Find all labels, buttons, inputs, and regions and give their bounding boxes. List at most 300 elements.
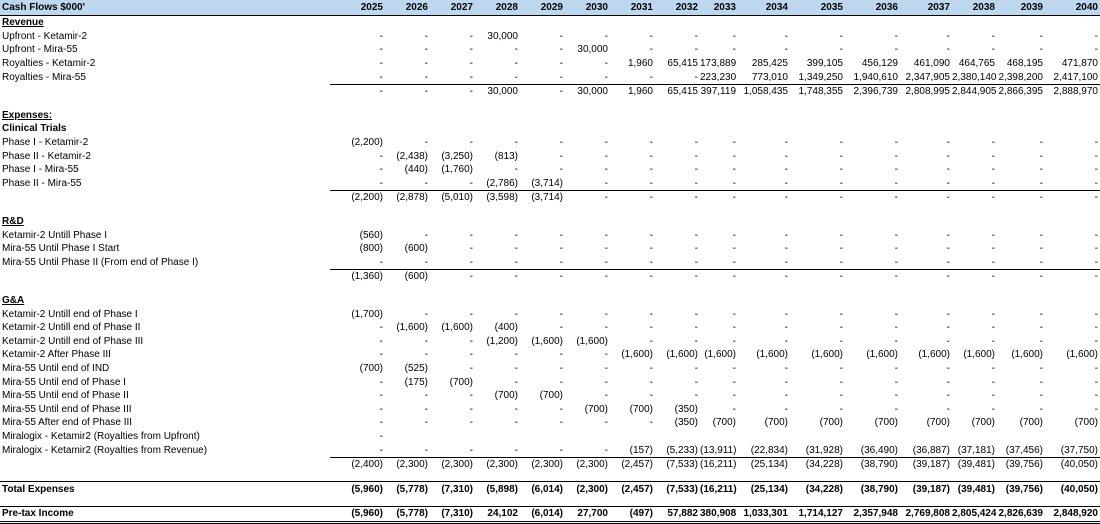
cell-value: 2,808,995 (900, 84, 952, 98)
cell-value: 1,960 (610, 84, 655, 98)
row-label: Mira-55 Until end of IND (2, 362, 110, 374)
cell-value (900, 122, 952, 136)
cell-value: - (559, 137, 563, 149)
cell-value (655, 16, 700, 30)
cell-value: - (997, 270, 1045, 284)
cell-value: (400) (494, 322, 518, 334)
cell-value: (37,456) (1005, 444, 1043, 456)
cell-value: - (784, 229, 788, 241)
cell-value: - (559, 164, 563, 176)
cell-value: 2,848,920 (1045, 507, 1100, 523)
row-label: Ketamir-2 Untill end of Phase II (2, 322, 141, 334)
cell-value (738, 109, 790, 123)
cell-value: - (839, 243, 843, 255)
cell-value: - (894, 322, 898, 334)
cell-value: (700) (926, 417, 950, 429)
cell-value: (2,200) (330, 191, 385, 205)
cell-value (430, 284, 475, 294)
cell-value (520, 16, 565, 30)
cell-value: (700) (971, 417, 995, 429)
cell-value: - (991, 308, 995, 320)
cell-value (430, 99, 475, 109)
cell-value: - (1094, 403, 1098, 415)
cell-value (330, 215, 385, 229)
cell-value: - (839, 177, 843, 189)
cell-value: - (894, 403, 898, 415)
cell-value: - (649, 164, 653, 176)
cell-value (1045, 215, 1100, 229)
cell-value: 471,870 (1061, 58, 1098, 70)
cell-value (700, 99, 738, 109)
cell-value (845, 122, 900, 136)
cell-value: (39,756) (997, 457, 1045, 471)
cell-value (900, 284, 952, 294)
cell-value: (5,960) (330, 482, 385, 496)
row-label (0, 471, 330, 482)
cell-value (900, 430, 952, 444)
cell-value: (39,756) (997, 482, 1045, 496)
cell-value: - (559, 362, 563, 374)
row-label: Phase II - Ketamir-2 (2, 150, 91, 162)
cell-value (790, 122, 845, 136)
cell-value (790, 205, 845, 215)
cell-value (790, 109, 845, 123)
cell-value: - (784, 390, 788, 402)
cell-value: - (732, 376, 736, 388)
cell-value: (40,050) (1045, 482, 1100, 496)
cell-value: - (732, 243, 736, 255)
cell-value: - (732, 335, 736, 347)
cell-value: - (469, 137, 473, 149)
cell-value (900, 294, 952, 308)
cell-value (520, 122, 565, 136)
cell-value: 27,700 (565, 507, 610, 523)
cell-value: - (784, 362, 788, 374)
cell-value: - (784, 177, 788, 189)
cell-value: - (469, 390, 473, 402)
cell-value (900, 109, 952, 123)
cell-value: (6,014) (520, 482, 565, 496)
cell-value: - (424, 390, 428, 402)
cell-value (952, 99, 997, 109)
cell-value: (7,310) (430, 507, 475, 523)
cell-value: - (379, 349, 383, 361)
cell-value: - (946, 137, 950, 149)
cell-value: - (784, 137, 788, 149)
row-label (0, 457, 330, 471)
cell-value: - (694, 390, 698, 402)
cell-value: - (1039, 403, 1043, 415)
cell-value (700, 122, 738, 136)
cell-value (520, 215, 565, 229)
cell-value: (7,533) (655, 482, 700, 496)
cell-value (997, 471, 1045, 482)
cell-value: - (604, 308, 608, 320)
cell-value: - (694, 376, 698, 388)
cell-value: (2,300) (385, 457, 430, 471)
row-label (0, 205, 330, 215)
cell-value: 1,960 (627, 58, 653, 70)
cell-value: 2,888,970 (1045, 84, 1100, 98)
cell-value (655, 284, 700, 294)
row-label: Miralogix - Ketamir2 (Royalties from Revenue) (2, 444, 208, 456)
cell-value (790, 471, 845, 482)
cell-value: - (991, 177, 995, 189)
cell-value (385, 16, 430, 30)
cell-value: - (424, 403, 428, 415)
cell-value: - (1094, 322, 1098, 334)
cell-value: - (694, 177, 698, 189)
cell-value (790, 215, 845, 229)
cell-value (1045, 294, 1100, 308)
cell-value: (350) (674, 403, 698, 415)
cell-value: (2,400) (330, 457, 385, 471)
table-row (0, 43, 1100, 57)
cell-value (475, 496, 520, 507)
cell-value: - (469, 177, 473, 189)
cell-value: - (430, 270, 475, 284)
cell-value (565, 496, 610, 507)
cell-value: - (1094, 44, 1098, 56)
cell-value: (2,878) (385, 191, 430, 205)
cell-value: (1,760) (441, 164, 473, 176)
cell-value: - (649, 71, 653, 83)
cell-value: (700) (629, 403, 653, 415)
cell-value: - (839, 376, 843, 388)
cell-value: - (469, 256, 473, 268)
cell-value: - (839, 229, 843, 241)
cell-value (610, 99, 655, 109)
cell-value: 2,347,905 (905, 71, 950, 83)
cell-value: (39,481) (952, 482, 997, 496)
cell-value: - (604, 362, 608, 374)
cell-value (330, 284, 385, 294)
cell-value (952, 471, 997, 482)
cell-value: (6,014) (520, 507, 565, 523)
cell-value: (700) (584, 403, 608, 415)
cell-value: - (514, 403, 518, 415)
cell-value (475, 99, 520, 109)
cell-value: - (655, 270, 700, 284)
cell-value: - (469, 58, 473, 70)
cell-value: - (559, 403, 563, 415)
cell-value (565, 205, 610, 215)
cell-value (655, 496, 700, 507)
cell-value: - (379, 417, 383, 429)
cell-value: (497) (610, 507, 655, 523)
table-row (0, 228, 1100, 242)
cell-value: - (1039, 335, 1043, 347)
cell-value (790, 496, 845, 507)
spacer-row (0, 99, 1100, 109)
cell-value (997, 109, 1045, 123)
cell-value (565, 122, 610, 136)
cell-value: - (604, 417, 608, 429)
cell-value: 57,882 (655, 507, 700, 523)
cell-value: 2,866,395 (998, 86, 1043, 98)
section-heading-row (0, 16, 1100, 30)
cell-value (520, 205, 565, 215)
cell-value: (2,457) (610, 457, 655, 471)
cell-value: - (694, 44, 698, 56)
cell-value: - (839, 322, 843, 334)
cell-value (475, 471, 520, 482)
cell-value: - (700, 270, 738, 284)
cell-value: - (1094, 30, 1098, 42)
cell-value (700, 496, 738, 507)
row-label: Phase I - Ketamir-2 (2, 137, 89, 149)
cell-value: - (649, 137, 653, 149)
cell-value: - (649, 322, 653, 334)
cell-value (738, 284, 790, 294)
cell-value: - (894, 164, 898, 176)
cell-value (1045, 205, 1100, 215)
cell-value (700, 16, 738, 30)
cell-value: - (330, 84, 385, 98)
cell-value: - (991, 164, 995, 176)
cell-value: - (991, 403, 995, 415)
cell-value: - (559, 229, 563, 241)
year-header: 2027 (430, 0, 475, 16)
cell-value: - (790, 191, 845, 205)
cell-value: (1,600) (704, 349, 736, 361)
cell-value: - (946, 403, 950, 415)
cell-value (700, 430, 738, 444)
row-label: Mira-55 Until end of Phase I (2, 376, 126, 388)
cell-value: - (604, 256, 608, 268)
cell-value: (39,481) (952, 457, 997, 471)
cell-value: - (1094, 390, 1098, 402)
cell-value: (700) (712, 417, 736, 429)
cell-value: - (946, 362, 950, 374)
cell-value: - (514, 229, 518, 241)
cell-value: - (610, 191, 655, 205)
cell-value: - (894, 30, 898, 42)
cell-value: (700) (539, 390, 563, 402)
cell-value: (600) (385, 270, 430, 284)
cell-value: - (694, 362, 698, 374)
cell-value: (1,600) (621, 349, 653, 361)
cell-value: - (784, 243, 788, 255)
row-label (0, 84, 330, 98)
table-row (0, 307, 1100, 321)
cell-value: - (784, 403, 788, 415)
cell-value: (2,457) (610, 482, 655, 496)
pretax-income-row (0, 507, 1100, 523)
cell-value (845, 99, 900, 109)
spacer-row (0, 205, 1100, 215)
cell-value (430, 471, 475, 482)
cell-value (430, 496, 475, 507)
cell-value (430, 294, 475, 308)
cell-value (565, 215, 610, 229)
cell-value: - (379, 430, 383, 442)
cell-value: - (790, 270, 845, 284)
cell-value: (5,010) (430, 191, 475, 205)
cell-value: - (469, 243, 473, 255)
cell-value (700, 109, 738, 123)
table-row (0, 334, 1100, 348)
cell-value (385, 284, 430, 294)
cell-value: - (1039, 44, 1043, 56)
cell-value (997, 284, 1045, 294)
cell-value: - (514, 349, 518, 361)
cell-value: - (894, 390, 898, 402)
cell-value (565, 16, 610, 30)
cell-value (475, 215, 520, 229)
cell-value: - (469, 30, 473, 42)
cell-value (385, 471, 430, 482)
cell-value: - (894, 137, 898, 149)
cell-value: - (379, 44, 383, 56)
cell-value: - (1039, 229, 1043, 241)
cell-value (385, 109, 430, 123)
row-label (0, 270, 330, 284)
cell-value: - (694, 30, 698, 42)
cell-value: - (946, 256, 950, 268)
cell-value: - (424, 308, 428, 320)
cell-value (655, 430, 700, 444)
cell-value: 65,415 (667, 58, 698, 70)
cell-value: - (649, 229, 653, 241)
cell-value: - (991, 229, 995, 241)
cell-value: - (694, 71, 698, 83)
cell-value: - (784, 335, 788, 347)
row-label: Ketamir-2 After Phase III (2, 349, 111, 361)
cell-value: (5,898) (475, 482, 520, 496)
cell-value: - (1039, 243, 1043, 255)
row-label: Pre-tax Income (0, 507, 330, 523)
cell-value (900, 496, 952, 507)
cell-value: 285,425 (751, 58, 788, 70)
cell-value: - (1094, 362, 1098, 374)
cell-value (565, 430, 610, 444)
cell-value: - (604, 322, 608, 334)
cell-value: - (997, 191, 1045, 205)
cell-value (845, 284, 900, 294)
cell-value (330, 471, 385, 482)
cell-value (952, 205, 997, 215)
cell-value (475, 109, 520, 123)
cell-value: - (559, 256, 563, 268)
cell-value: - (379, 71, 383, 83)
cell-value: (350) (674, 417, 698, 429)
cell-value: - (604, 71, 608, 83)
cell-value: - (424, 349, 428, 361)
cell-value: (34,228) (790, 482, 845, 496)
cell-value: - (900, 270, 952, 284)
year-header: 2036 (845, 0, 900, 16)
cell-value: - (469, 335, 473, 347)
cell-value: - (649, 243, 653, 255)
row-label: Revenue (2, 17, 44, 29)
cell-value (1045, 496, 1100, 507)
cell-value: - (514, 137, 518, 149)
cell-value: - (604, 58, 608, 70)
row-label (0, 99, 330, 109)
cell-value: - (894, 308, 898, 320)
cell-value: - (839, 256, 843, 268)
cell-value: - (991, 362, 995, 374)
table-row (0, 430, 1100, 444)
section-heading-row (0, 109, 1100, 123)
cell-value: (525) (404, 362, 428, 374)
cell-value: - (694, 308, 698, 320)
cell-value: - (1039, 164, 1043, 176)
cell-value (520, 284, 565, 294)
cell-value: - (469, 403, 473, 415)
cell-value: - (604, 30, 608, 42)
cell-value: - (1094, 256, 1098, 268)
cell-value: - (424, 335, 428, 347)
cell-value: - (379, 444, 383, 456)
year-header: 2026 (385, 0, 430, 16)
row-label: Phase II - Mira-55 (2, 178, 82, 190)
cell-value: - (732, 322, 736, 334)
cell-value: - (839, 150, 843, 162)
cell-value: - (424, 44, 428, 56)
cell-value (475, 294, 520, 308)
cell-value: - (424, 229, 428, 241)
cell-value: 461,090 (913, 58, 950, 70)
cell-value: - (946, 376, 950, 388)
cell-value (997, 496, 1045, 507)
cell-value: - (839, 390, 843, 402)
cell-value: - (469, 417, 473, 429)
table-row (0, 30, 1100, 44)
cell-value: - (694, 164, 698, 176)
cell-value (1045, 109, 1100, 123)
cell-value (610, 471, 655, 482)
cell-value: - (991, 322, 995, 334)
cell-value: - (839, 164, 843, 176)
cell-value (738, 205, 790, 215)
cell-value (900, 471, 952, 482)
cell-value: - (1045, 270, 1100, 284)
cell-value: (40,050) (1045, 457, 1100, 471)
cell-value: - (732, 390, 736, 402)
cell-value: - (952, 191, 997, 205)
cell-value (610, 122, 655, 136)
cell-value (738, 99, 790, 109)
cell-value (1045, 471, 1100, 482)
cell-value: - (1039, 362, 1043, 374)
cell-value: (1,600) (576, 335, 608, 347)
cell-value: 397,119 (700, 86, 736, 98)
cell-value: (7,533) (655, 457, 700, 471)
cell-value (430, 122, 475, 136)
cell-value: (39,187) (900, 482, 952, 496)
cell-value: (37,181) (957, 444, 995, 456)
table-row (0, 321, 1100, 335)
cell-value: - (946, 308, 950, 320)
cell-value (385, 99, 430, 109)
cell-value: - (559, 349, 563, 361)
cell-value: - (991, 30, 995, 42)
cell-value: - (424, 58, 428, 70)
cell-value: (1,600) (963, 349, 995, 361)
cell-value (430, 109, 475, 123)
cell-value: - (424, 30, 428, 42)
cell-value: - (784, 150, 788, 162)
cell-value: (800) (359, 243, 383, 255)
cell-value: (1,700) (351, 308, 383, 320)
cell-value: (5,778) (385, 482, 430, 496)
cell-value: - (559, 58, 563, 70)
cell-value (738, 16, 790, 30)
cell-value (790, 16, 845, 30)
cell-value (952, 284, 997, 294)
